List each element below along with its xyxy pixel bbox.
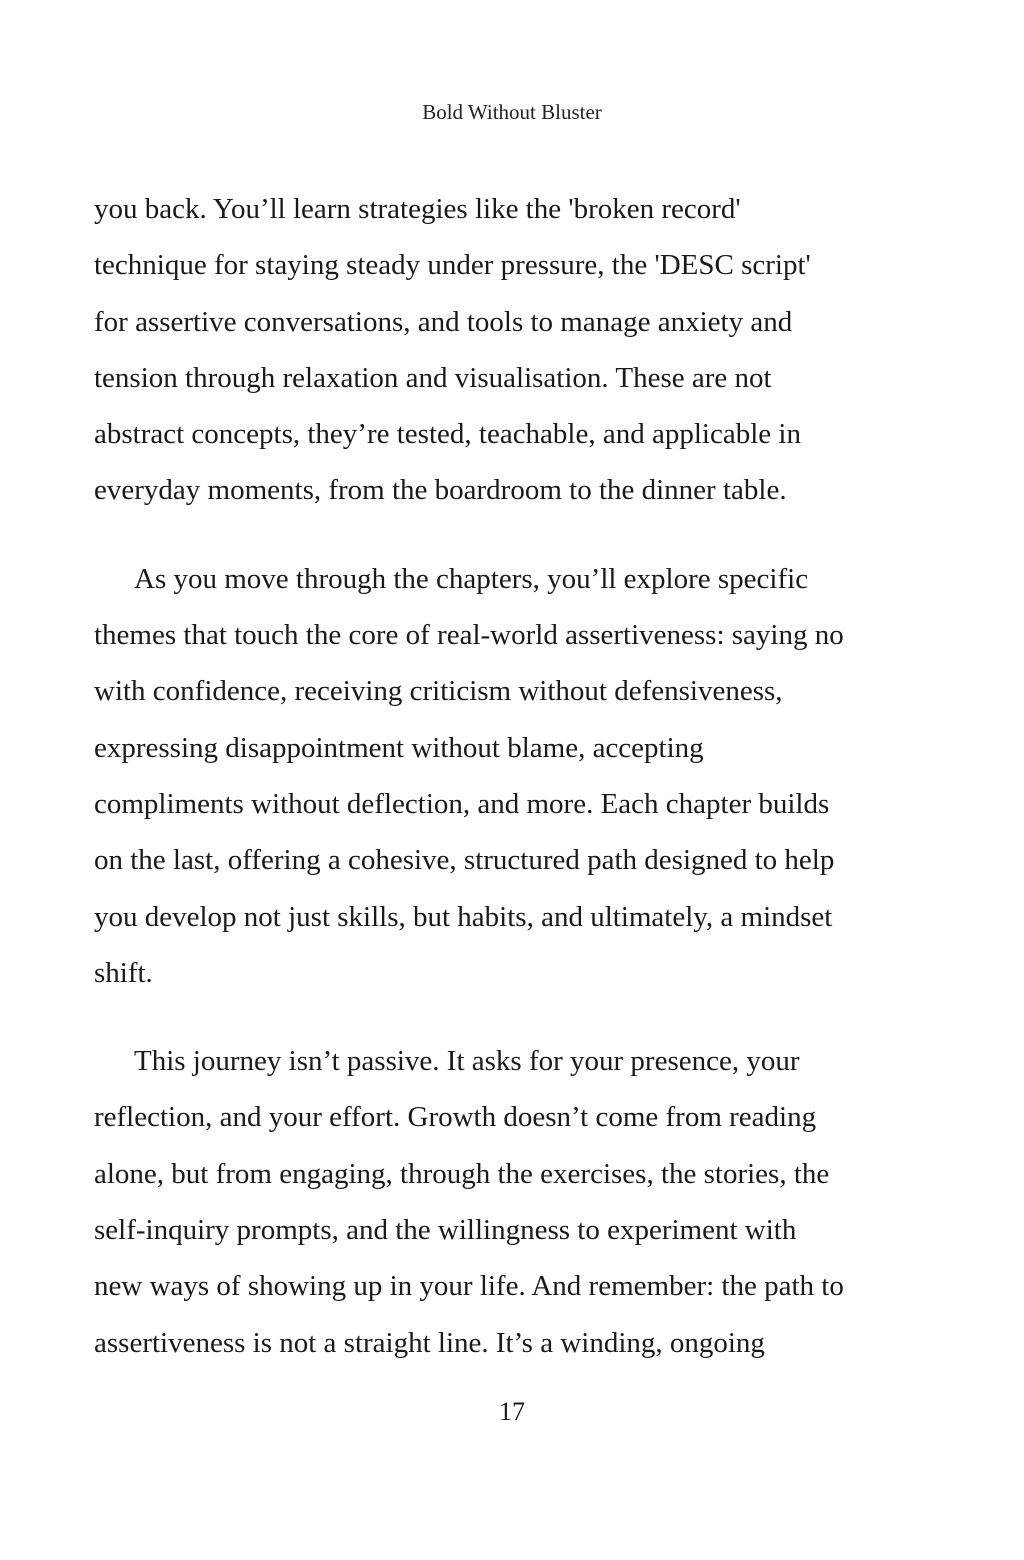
text-line: for assertive conversations, and tools to manage anxiety and [94,305,793,338]
paragraph-3 [94,1040,934,1378]
text-line: with confidence, receiving criticism without defensiveness, [94,675,783,708]
text-line: tension through relaxation and visualisation. These are not [94,361,772,394]
text-line: shift. [94,956,153,989]
text-line: This journey isn’t passive. It asks for your presence, your [134,1045,800,1078]
text-line: you back. You’ll learn strategies like the 'broken record' [94,193,741,225]
text-line: alone, but from engaging, through the exercises, the stories, the [94,1157,830,1190]
text-line: As you move through the chapters, you’ll explore specific [134,562,809,595]
paragraph-2 [94,558,934,1008]
text-line: reflection, and your effort. Growth doesn’t come from reading [94,1101,817,1134]
text-line: everyday moments, from the boardroom to the dinner table. [94,474,787,507]
text-line: self-inquiry prompts, and the willingness to experiment with [94,1214,797,1247]
paragraph-spacer [94,526,934,558]
text-line: abstract concepts, they’re tested, teachable, and applicable in [94,418,801,451]
text-line: new ways of showing up in your life. And remember: the path to [94,1270,844,1303]
text-line: technique for staying steady under pressure, the 'DESC script' [94,249,811,282]
text-line: themes that touch the core of real-world assertiveness: saying no [94,619,844,652]
paragraph-1 [94,188,934,526]
page-number: 17 [499,1397,525,1426]
text-line: assertiveness is not a straight line. It’s a winding, ongoing [94,1326,765,1359]
text-line: compliments without deflection, and more. Each chapter builds [94,787,830,820]
text-line: you develop not just skills, but habits, and ultimately, a mindset [94,900,833,933]
body-text [94,188,934,1378]
paragraph-spacer [94,1008,934,1040]
text-line: on the last, offering a cohesive, structured path designed to help [94,844,835,877]
running-header: Bold Without Bluster [422,100,602,124]
text-line: expressing disappointment without blame, accepting [94,731,704,764]
